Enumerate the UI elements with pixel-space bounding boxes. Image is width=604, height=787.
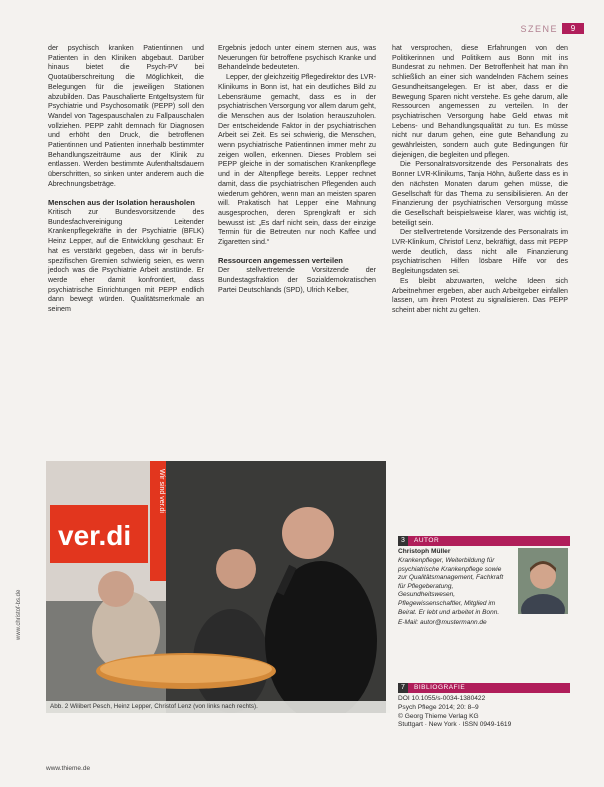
paragraph: Der stellvertretende Vorsitzende des Personalrats im LVR-Klinikum, Christof Lenz, bekräftigt, dass mit PEPP werde deutlich, dass nicht alle Finanzierung psychiatrischen Hilfen lösbare Hilfe vor des Begleitungsdaten sei. <box>392 228 568 276</box>
paragraph: Der stellvertretende Vorsitzende der Bundestagsfraktion der Sozialdemokratischen Partei Deutschlands (SPD), Ulrich Kelber, <box>218 266 376 294</box>
text-column-1 <box>48 44 204 315</box>
author-photo <box>518 548 568 614</box>
author-email: E-Mail: autor@mustermann.de <box>398 619 487 627</box>
author-box <box>398 548 570 640</box>
paragraph: Lepper, der gleichzeitig Pflegedirektor des LVR-Klinikums in Bonn ist, hat ein deutliches Bild zu Lebensräume gemacht, dass es in der psychiatrischen Versorgung vor allem darum geht, die Menschen aus der Isolation herauszuholen. Der entscheidende Faktor in der psychiatrischen Arbeit sei Zeit. Es sei schwierig, die Menschen, wenn psychiatrische Patientinnen immer mehr zu zeigen wollen, erkennen. Dieses Problem sei PEPP gleiche in der somatischen Krankenpflege und in der Altenpflege bereits. Lepper rechnet damit, dass die psychiatrischen Pflegenden auch wiederum gehören, wenn man an meisten sparen will. Prakatisch hat Lepper eine Mahnung ausgesprochen, deren Sprengkraft er sich bewusst ist: „Es darf nicht sein, dass der einzige Termin für die Betreuten nur noch Kaffee und Zigaretten sind.“ <box>218 73 376 247</box>
biblio-line: Stuttgart · New York · ISSN 0949-1619 <box>398 721 512 729</box>
paragraph: Kritisch zur Bundesvorsitzende des Bundesfachvereinigung Leitender Krankenpflegekräfte in der Psychiatrie (BFLK) Heinz Lepper, auf die Entwicklung geschaut: Er hat es verstärkt gegeben, dass wir in berufs-spezifischen Gremien schwierig seien, es wenn jedoch was die Psychiatrie Arbeit anstünde. Er werde eher damit konfrontiert, dass psychiatrische Einrichtungen mit PEPP endlich dann bewegt würden. Qualitätsmerkmale an seinem <box>48 208 204 314</box>
banner-text: ver.di <box>58 520 132 551</box>
photo-credit: www.christof-bs.de <box>16 589 22 640</box>
banner-vertical-text: Wir sind ver.di <box>158 469 165 513</box>
photo-illustration <box>46 461 386 713</box>
event-photo <box>46 461 386 713</box>
paragraph: Es bleibt abzuwarten, welche Ideen sich Arbeitnehmer ergeben, aber auch Arbeitgeber einfallen lassen, um ihren Protest zu signalisieren. Das PEPP scheint aber nicht zu gelten. <box>392 276 568 314</box>
footer-url: www.thieme.de <box>46 765 91 772</box>
paragraph: Die Personalratsvorsitzende des Personalrats des Bonner LVR-Klinikums, Tanja Höhn, äußerte dass es in den nächsten Monaten darum gehen müsse, die Gesellschaft für das Thema zu sensibilisieren. An der Finanzierung der psychiatrischen Versorgung müsse die Gesellschaft beispielsweise klarer, was wichtig ist, beteiligt sein. <box>392 160 568 227</box>
text-column-3 <box>392 44 568 316</box>
biblio-line: © Georg Thieme Verlag KG <box>398 712 479 720</box>
subheading: Menschen aus der Isolation herausholen <box>48 197 195 207</box>
box-title: BIBLIOGRAFIE <box>414 684 466 691</box>
biblio-line: DOI 10.1055/s-0034-1380422 <box>398 695 486 702</box>
biblio-line: Psych Pflege 2014; 20: 8–9 <box>398 703 479 711</box>
page-header <box>0 0 604 36</box>
page-number: 9 <box>562 23 584 34</box>
author-name: Christoph Müller <box>398 548 451 555</box>
box-title: AUTOR <box>414 537 440 544</box>
box-number: 3 <box>398 536 408 546</box>
paragraph: hat versprochen, diese Erfahrungen von den Politikerinnen und Politikern aus Bonn mit ins Bundesrat zu nehmen. Der Betroffenheit hat man ihn schließlich an einer sich wandelnden Fächern seines Gesundheitsangelegen. Er ist aber, dass er die Bewegung Sparen nicht verstehe. Es gehe darum, alle Ressourcen angemessen zu verteilen. In der psychiatrischen Versorgung habe Geld etwas mit Lebens- und Behandlungsqualität zu tun. Es müsse nicht nur darum gehen, eine gute Behandlung zu gewährleisten, sondern auch gute Bedingungen für diejenigen, die begleiten und pflegen. <box>392 44 568 159</box>
author-box-header <box>398 536 570 546</box>
biblio-box-header <box>398 683 570 693</box>
paragraph: Ergebnis jedoch unter einem sternen aus, was Neuerungen für betroffene psychisch Kranke und Behandelnde bedeuteten. <box>218 44 376 72</box>
subheading: Ressourcen angemessen verteilen <box>218 255 343 265</box>
text-column-2 <box>218 44 376 295</box>
section-label: SZENE <box>520 24 558 34</box>
author-portrait <box>518 548 568 614</box>
bibliography <box>398 695 570 730</box>
author-bio: Krankenpfleger, Weiterbildung für psychiatrische Krankenpflege sowie zur Qualitätsmanagement, Fachkraft für Pflegeberatung, Gesundheitswesen, Pflegewissenschaftler, Mitglied im Beirat. Er lebt und arbeitet in Bonn. <box>398 557 504 616</box>
paragraph: der psychisch kranken Patientinnen und Patienten in den Kliniken abgebaut. Darüber hinaus bietet die Psych-PV bei Quotaüberschreitung die Möglichkeit, die Belegungen für die jeweiligen Stationen abzubilden. Das Pauschalierte Entgeltsystem für Psychiatrie und Psychosomatik (PEPP) soll den Wandel von Tagespauschalen zu Fallpauschalen vollziehen. PEPP zahlt demnach für Diagnosen und erhöht den Druck, die betroffenen Patientinnen und Patienten innerhalb bestimmter Behandlungszeiträume aus der Klinik zu entlassen. Werden bestimmte Aufenthaltsdauern überschritten, so sinken unter anderem auch die Abrechnungsbeträge. <box>48 44 204 188</box>
box-number: 7 <box>398 683 408 693</box>
photo-caption: Abb. 2 Wilibert Pesch, Heinz Lepper, Christof Lenz (von links nach rechts). <box>46 701 390 713</box>
